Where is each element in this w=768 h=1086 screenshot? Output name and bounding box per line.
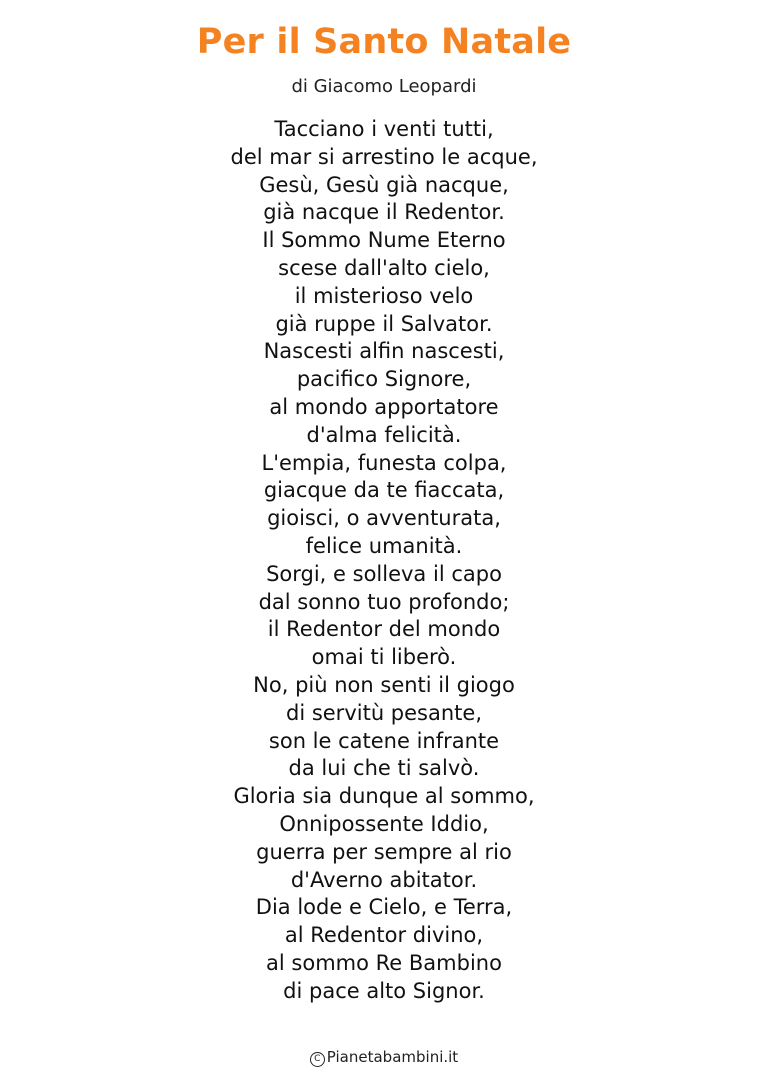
- poem-line: del mar si arrestino le acque,: [230, 144, 538, 169]
- poem-line: omai ti liberò.: [311, 645, 457, 670]
- poem-line: d'Averno abitator.: [290, 867, 478, 892]
- poem-line: di servitù pesante,: [285, 700, 482, 725]
- poem-line: Onnipossente Iddio,: [279, 811, 489, 836]
- poem-line: son le catene infrante: [268, 728, 500, 753]
- poem-line: L'empia, funesta colpa,: [261, 450, 507, 475]
- poem-line: già nacque il Redentor.: [263, 200, 505, 225]
- poem-line: di pace alto Signor.: [283, 978, 485, 1003]
- poem-line: al mondo apportatore: [269, 394, 499, 419]
- poem-line: il Redentor del mondo: [267, 617, 501, 642]
- poem-line: Tacciano i venti tutti,: [274, 117, 494, 141]
- poem-line: d'alma felicità.: [306, 422, 462, 447]
- poem-line: Sorgi, e solleva il capo: [266, 561, 502, 586]
- poem-line: da lui che ti salvò.: [288, 756, 480, 781]
- footer-credit: [0, 1046, 768, 1068]
- poem-line: Gesù, Gesù già nacque,: [259, 172, 509, 197]
- poem-line: No, più non senti il giogo: [253, 672, 515, 697]
- poem-author: di Giacomo Leopardi: [291, 76, 477, 97]
- poem-line: giacque da te fiaccata,: [263, 478, 505, 503]
- poem-line: il misterioso velo: [294, 283, 474, 308]
- poem-line: dal sonno tuo profondo;: [258, 589, 510, 614]
- poem-line: guerra per sempre al rio: [256, 839, 512, 864]
- poem-line: al Redentor divino,: [284, 923, 484, 948]
- poem-line: Dia lode e Cielo, e Terra,: [255, 895, 513, 920]
- poem-text: [0, 116, 768, 1006]
- site-name: Pianetabambini.it: [326, 1048, 459, 1066]
- poem-line: scese dall'alto cielo,: [278, 255, 490, 280]
- poem-title: Per il Santo Natale: [196, 22, 572, 62]
- poem-line: al sommo Re Bambino: [266, 950, 502, 975]
- poem-line: pacifico Signore,: [296, 367, 472, 392]
- poem-line: gioisci, o avventurata,: [267, 506, 501, 531]
- copyright-icon: C: [310, 1052, 325, 1067]
- poem-line: felice umanità.: [305, 533, 463, 558]
- poem-line: Gloria sia dunque al sommo,: [233, 784, 535, 809]
- poem-line: già ruppe il Salvator.: [275, 311, 493, 336]
- poem-line: Il Sommo Nume Eterno: [262, 228, 506, 253]
- poem-line: Nascesti alfin nascesti,: [263, 339, 505, 364]
